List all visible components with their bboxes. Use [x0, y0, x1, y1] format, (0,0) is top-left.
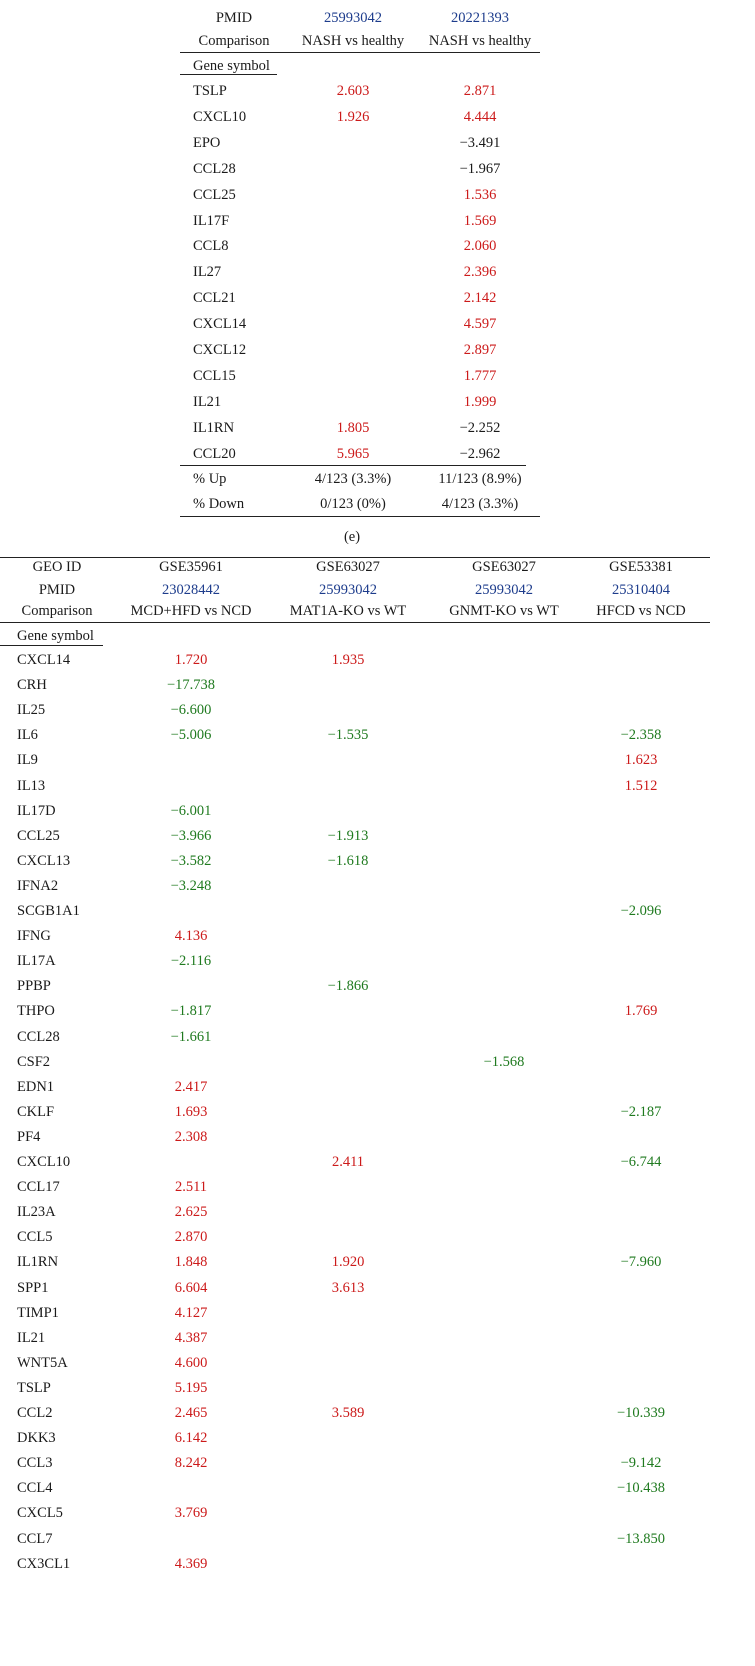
header-rule	[180, 52, 540, 53]
gene-name: IL17A	[17, 953, 56, 969]
gene-name: IL1RN	[17, 1254, 59, 1270]
fold-change-value: −3.966	[170, 828, 212, 844]
fold-change-value: −10.339	[616, 1405, 666, 1421]
fold-change-value: −13.850	[616, 1531, 666, 1547]
fold-change-value: 2.625	[174, 1204, 208, 1220]
fold-change-value: −1.866	[327, 978, 369, 994]
fold-change-value: 5.965	[336, 446, 370, 462]
gene-name: CSF2	[17, 1054, 51, 1070]
gene-name: WNT5A	[17, 1355, 68, 1371]
fold-change-value: 6.604	[174, 1280, 208, 1296]
gene-name: CKLF	[17, 1104, 55, 1120]
gene-name: EPO	[193, 135, 221, 151]
table-e-header-rule	[0, 622, 710, 623]
fold-change-value: 3.769	[174, 1505, 208, 1521]
fold-change-value: 1.720	[174, 652, 208, 668]
gene-name: CX3CL1	[17, 1556, 71, 1572]
summary-value: 11/123 (8.9%)	[438, 471, 522, 487]
gene-name: IL25	[17, 702, 46, 718]
gene-name: TIMP1	[17, 1305, 59, 1321]
fold-change-value: 1.693	[174, 1104, 208, 1120]
gene-name: IL17D	[17, 803, 56, 819]
column-comparison: NASH vs healthy	[301, 33, 405, 49]
geo-id-label: GEO ID	[32, 559, 82, 575]
fold-change-value: 2.603	[336, 83, 370, 99]
fold-change-value: 1.935	[331, 652, 365, 668]
gene-name: CCL15	[193, 368, 236, 384]
gene-name: CRH	[17, 677, 47, 693]
gene-name: CCL8	[193, 238, 229, 254]
gene-name: SCGB1A1	[17, 903, 80, 919]
fold-change-value: 4.369	[174, 1556, 208, 1572]
fold-change-value: 4.597	[463, 316, 497, 332]
gene-name: IL21	[193, 394, 222, 410]
fold-change-value: −10.438	[616, 1480, 666, 1496]
gene-name: CCL17	[17, 1179, 60, 1195]
gene-symbol-rule	[180, 74, 277, 75]
gene-name: IL1RN	[193, 420, 235, 436]
fold-change-value: 5.195	[174, 1380, 208, 1396]
fold-change-value: 1.920	[331, 1254, 365, 1270]
fold-change-value: 2.396	[463, 264, 497, 280]
fold-change-value: −3.248	[170, 878, 212, 894]
fold-change-value: −1.618	[327, 853, 369, 869]
column-pmid: 25310404	[612, 582, 670, 598]
column-comparison: MAT1A-KO vs WT	[289, 603, 407, 619]
fold-change-value: −2.096	[620, 903, 662, 919]
fold-change-value: −6.744	[620, 1154, 662, 1170]
gene-name: SPP1	[17, 1280, 49, 1296]
fold-change-value: −2.962	[459, 446, 501, 462]
fold-change-value: −2.116	[170, 953, 212, 969]
fold-change-value: −2.358	[620, 727, 662, 743]
column-pmid: 23028442	[162, 582, 220, 598]
pmid-label: PMID	[38, 582, 76, 598]
pmid-label: PMID	[215, 10, 253, 26]
fold-change-value: −1.967	[459, 161, 501, 177]
fold-change-value: −3.491	[459, 135, 501, 151]
fold-change-value: 4.387	[174, 1330, 208, 1346]
summary-value: 4/123 (3.3%)	[441, 496, 519, 512]
fold-change-value: −9.142	[620, 1455, 662, 1471]
fold-change-value: 2.060	[463, 238, 497, 254]
gene-name: CCL28	[17, 1029, 60, 1045]
fold-change-value: 2.142	[463, 290, 497, 306]
gene-symbol-label: Gene symbol	[17, 628, 94, 644]
panel-label-e: (e)	[343, 529, 361, 545]
fold-change-value: 2.417	[174, 1079, 208, 1095]
fold-change-value: −1.535	[327, 727, 369, 743]
fold-change-value: 4.136	[174, 928, 208, 944]
fold-change-value: 1.848	[174, 1254, 208, 1270]
column-comparison: GNMT-KO vs WT	[449, 603, 559, 619]
fold-change-value: 8.242	[174, 1455, 208, 1471]
column-pmid: 25993042	[319, 582, 377, 598]
gene-name: CCL28	[193, 161, 236, 177]
column-pmid: 25993042	[324, 10, 382, 26]
column-geo-id: GSE63027	[316, 559, 380, 575]
gene-name: IFNG	[17, 928, 51, 944]
fold-change-value: −2.187	[620, 1104, 662, 1120]
gene-name: CCL2	[17, 1405, 53, 1421]
gene-name: IL21	[17, 1330, 46, 1346]
column-pmid: 25993042	[475, 582, 533, 598]
fold-change-value: −1.568	[483, 1054, 525, 1070]
column-geo-id: GSE63027	[472, 559, 536, 575]
column-comparison: MCD+HFD vs NCD	[130, 603, 252, 619]
gene-name: CCL7	[17, 1531, 53, 1547]
fold-change-value: −6.001	[170, 803, 212, 819]
fold-change-value: 6.142	[174, 1430, 208, 1446]
gene-name: CCL25	[17, 828, 60, 844]
fold-change-value: 1.623	[624, 752, 658, 768]
gene-name: CCL20	[193, 446, 236, 462]
fold-change-value: 1.769	[624, 1003, 658, 1019]
fold-change-value: 1.805	[336, 420, 370, 436]
comparison-label: Comparison	[198, 33, 270, 49]
gene-name: CCL4	[17, 1480, 53, 1496]
gene-name: CXCL10	[193, 109, 247, 125]
table-bottom-rule	[180, 516, 540, 517]
fold-change-value: 1.999	[463, 394, 497, 410]
fold-change-value: 2.871	[463, 83, 497, 99]
gene-name: EDN1	[17, 1079, 55, 1095]
gene-name: IL17F	[193, 213, 230, 229]
summary-label: % Up	[193, 471, 227, 487]
fold-change-value: 3.589	[331, 1405, 365, 1421]
gene-name: PPBP	[17, 978, 51, 994]
fold-change-value: 4.444	[463, 109, 497, 125]
gene-name: CCL5	[17, 1229, 53, 1245]
gene-name: CXCL12	[193, 342, 247, 358]
fold-change-value: 4.600	[174, 1355, 208, 1371]
gene-name: TSLP	[193, 83, 227, 99]
fold-change-value: 1.926	[336, 109, 370, 125]
gene-name: CCL3	[17, 1455, 53, 1471]
gene-name: CXCL14	[193, 316, 247, 332]
gene-name: IL6	[17, 727, 38, 743]
fold-change-value: −1.913	[327, 828, 369, 844]
column-geo-id: GSE53381	[609, 559, 673, 575]
fold-change-value: 2.465	[174, 1405, 208, 1421]
fold-change-value: 2.511	[174, 1179, 208, 1195]
summary-rule	[180, 465, 526, 466]
fold-change-value: 1.536	[463, 187, 497, 203]
fold-change-value: 1.512	[624, 778, 658, 794]
comparison-label: Comparison	[21, 603, 93, 619]
gene-name: CXCL14	[17, 652, 71, 668]
gene-name: CXCL13	[17, 853, 71, 869]
column-pmid: 20221393	[451, 10, 509, 26]
gene-name: PF4	[17, 1129, 41, 1145]
fold-change-value: −1.817	[170, 1003, 212, 1019]
column-comparison: HFCD vs NCD	[596, 603, 686, 619]
fold-change-value: 2.897	[463, 342, 497, 358]
gene-name: IL23A	[17, 1204, 56, 1220]
fold-change-value: −6.600	[170, 702, 212, 718]
gene-symbol-label: Gene symbol	[193, 58, 270, 74]
fold-change-value: −2.252	[459, 420, 501, 436]
gene-name: THPO	[17, 1003, 55, 1019]
fold-change-value: 2.308	[174, 1129, 208, 1145]
summary-label: % Down	[193, 496, 245, 512]
fold-change-value: 2.870	[174, 1229, 208, 1245]
gene-name: IL27	[193, 264, 222, 280]
summary-value: 0/123 (0%)	[320, 496, 386, 512]
summary-value: 4/123 (3.3%)	[314, 471, 392, 487]
fold-change-value: −1.661	[170, 1029, 212, 1045]
fold-change-value: 1.569	[463, 213, 497, 229]
fold-change-value: 4.127	[174, 1305, 208, 1321]
fold-change-value: −3.582	[170, 853, 212, 869]
fold-change-value: 1.777	[463, 368, 497, 384]
gene-name: DKK3	[17, 1430, 56, 1446]
gene-name: TSLP	[17, 1380, 51, 1396]
gene-name: IL9	[17, 752, 38, 768]
fold-change-value: −5.006	[170, 727, 212, 743]
gene-name: IL13	[17, 778, 46, 794]
gene-name: CCL21	[193, 290, 236, 306]
fold-change-value: −7.960	[620, 1254, 662, 1270]
column-comparison: NASH vs healthy	[428, 33, 532, 49]
gene-symbol-rule	[0, 645, 103, 646]
gene-name: IFNA2	[17, 878, 59, 894]
fold-change-value: −17.738	[166, 677, 216, 693]
fold-change-value: 2.411	[331, 1154, 365, 1170]
table-e-top-rule	[0, 557, 710, 558]
column-geo-id: GSE35961	[159, 559, 223, 575]
gene-name: CXCL10	[17, 1154, 71, 1170]
gene-name: CCL25	[193, 187, 236, 203]
fold-change-value: 3.613	[331, 1280, 365, 1296]
gene-name: CXCL5	[17, 1505, 63, 1521]
